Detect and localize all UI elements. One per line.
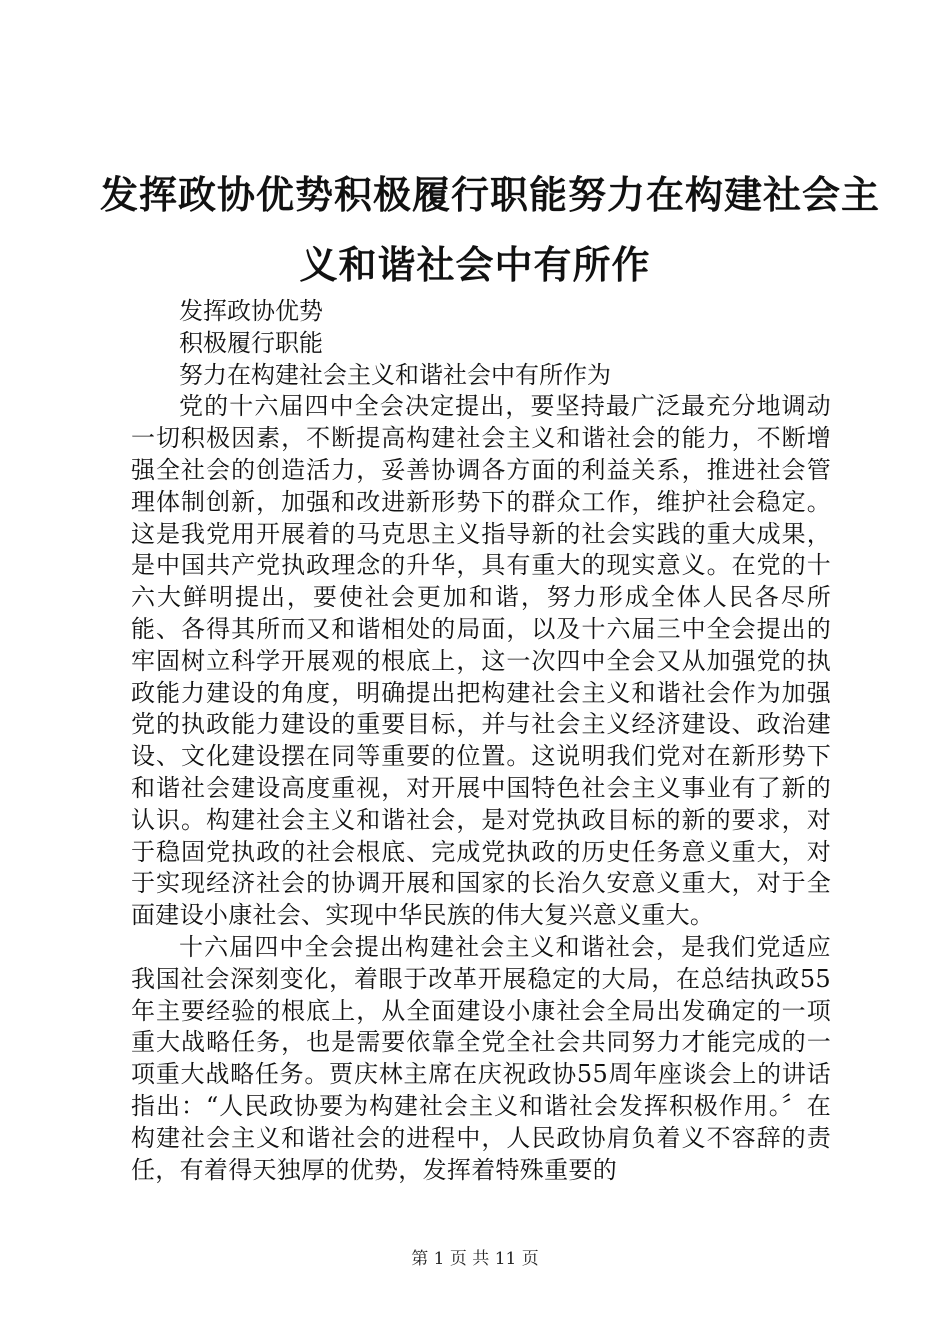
subheading-2: 积极履行职能: [179, 328, 323, 357]
title-line-1: 发挥政协优势积极履行职能努力在构建社会主: [100, 172, 881, 217]
page-number-footer: 第 1 页 共 11 页: [411, 1249, 539, 1269]
subheading-3: 努力在构建社会主义和谐社会中有所作为: [179, 360, 611, 389]
body-paragraph-2: 十六届四中全会提出构建社会主义和谐社会，是我们党适应我国社会深刻变化，着眼于改革开展稳定的大局，在总结执政55年主要经验的根底上，从全面建设小康社会全局出发确定的一项重大战略任务，也是需要依靠全党全社会共同努力才能完成的一项重大战略任务。贾庆林主席在庆祝政协55周年座谈会上的讲话指出：“人民政协要为构建社会主义和谐社会发挥积极作用。〞在构建社会主义和谐社会的进程中，人民政协肩负着义不容辞的责任，有着得天独厚的优势，发挥着特殊重要的: [131, 932, 831, 1184]
document-title: [100, 160, 881, 300]
subheading-1: 发挥政协优势: [179, 297, 323, 325]
body-paragraph-1: 党的十六届四中全会决定提出，要坚持最广泛最充分地调动一切积极因素，不断提高构建社会主义和谐社会的能力，不断增强全社会的创造活力，妥善协调各方面的利益关系，推进社会管理体制创新，加强和改进新形势下的群众工作，维护社会稳定。这是我党用开展着的马克思主义指导新的社会实践的重大成果，是中国共产党执政理念的升华，具有重大的现实意义。在党的十六大鲜明提出，要使社会更加和谐，努力形成全体人民各尽所能、各得其所而又和谐相处的局面，以及十六届三中全会提出的牢固树立科学开展观的根底上，这一次四中全会又从加强党的执政能力建设的角度，明确提出把构建社会主义和谐社会作为加强党的执政能力建设的重要目标，并与社会主义经济建设、政治建设、文化建设摆在同等重要的位置。这说明我们党对在新形势下和谐社会建设高度重视，对开展中国特色社会主义事业有了新的认识。构建社会主义和谐社会，是对党执政目标的新的要求，对于稳固党执政的社会根底、完成党执政的历史任务意义重大，对于实现经济社会的协调开展和国家的长治久安意义重大，对于全面建设小康社会、实现中华民族的伟大复兴意义重大。: [131, 392, 831, 930]
document-body: [131, 296, 831, 1186]
title-line-2: 义和谐社会中有所作: [299, 242, 651, 287]
